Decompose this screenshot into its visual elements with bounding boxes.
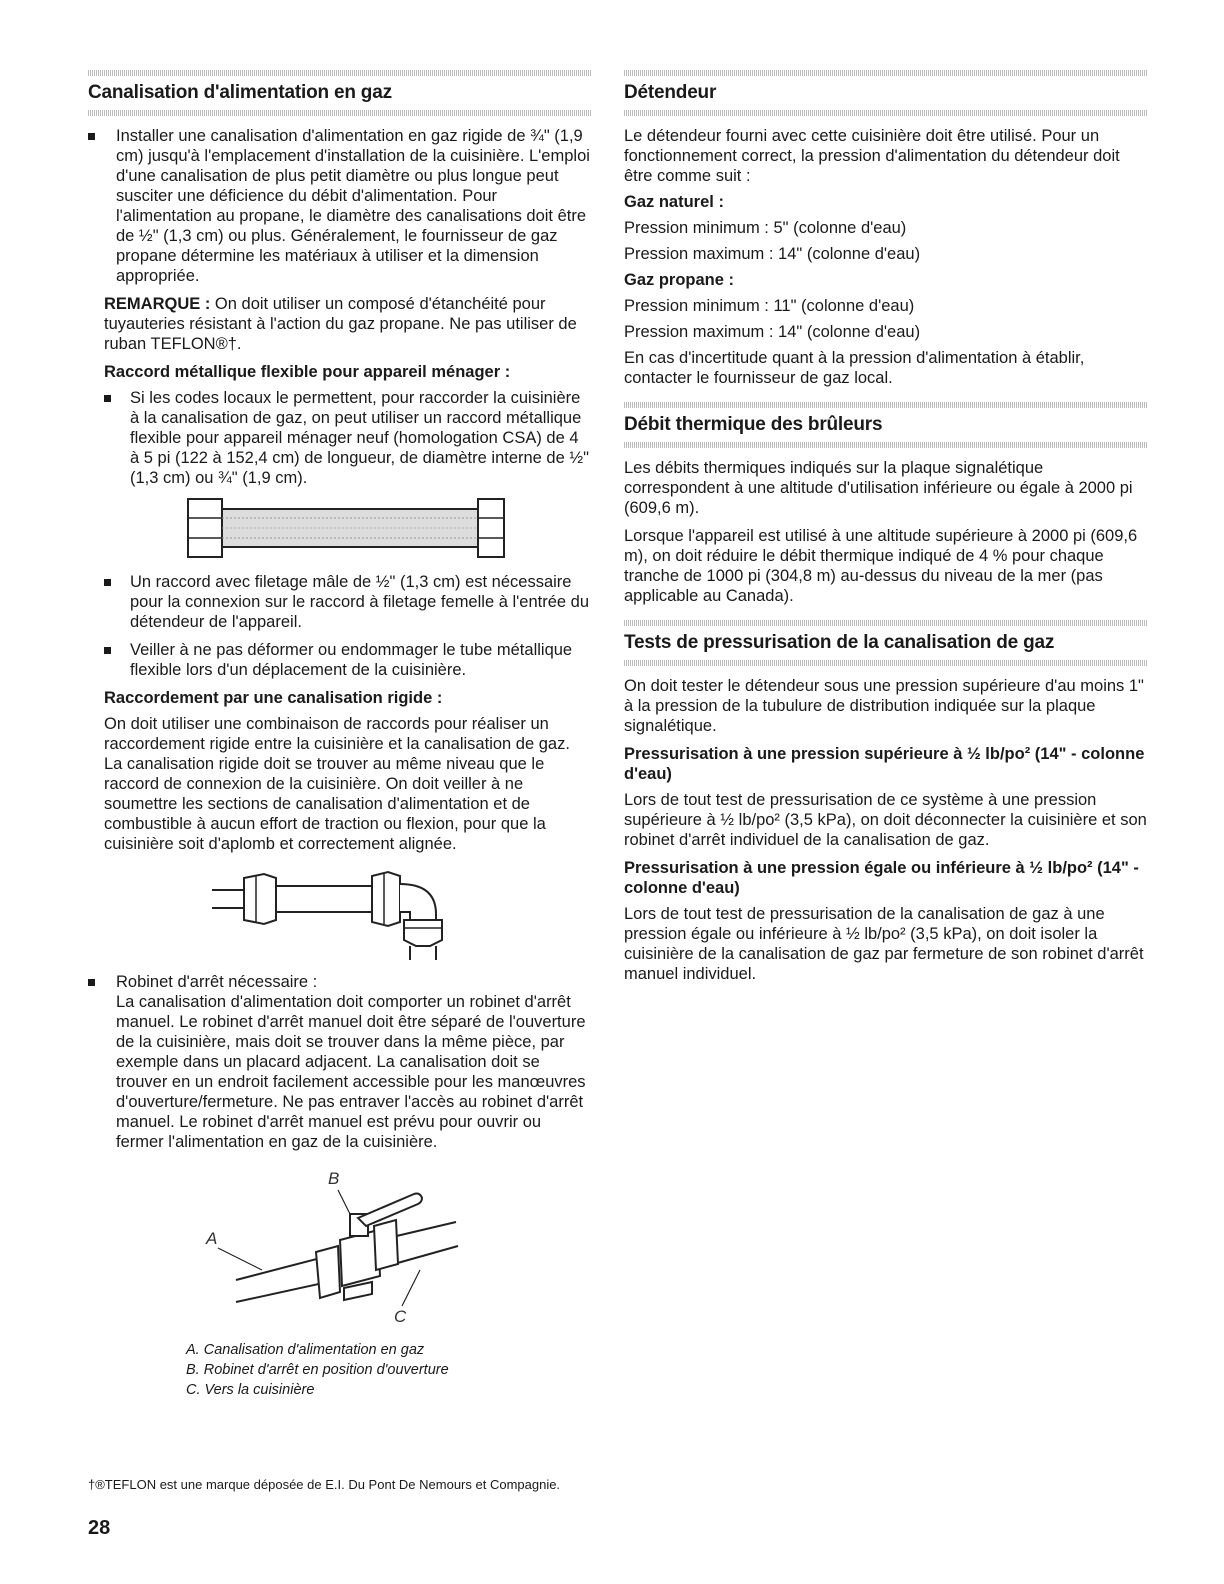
footnote: †®TEFLON est une marque déposée de E.I. Du Pont De Nemours et Compagnie. [88, 1477, 561, 1492]
regulator-content [624, 126, 1148, 388]
figure-label-a: A [206, 1229, 218, 1248]
bullet-icon [88, 133, 95, 140]
note-label: REMARQUE : [104, 295, 211, 313]
section-header-gas-line [88, 70, 592, 116]
pressure-value: Pression minimum : 5" (colonne d'eau) [624, 219, 907, 237]
note-paragraph [104, 294, 592, 354]
bullet-icon [88, 979, 95, 986]
flexible-connector-illustration [174, 496, 594, 562]
subheading: Gaz naturel : [624, 193, 724, 211]
list-item-text: La canalisation d'alimentation doit comporter un robinet d'arrêt manuel. Le robinet d'arrêt manuel doit être séparé de l'ouverture de la cuisinière, mais doit se trouver dans la même pièce, par exemple dans un placard adjacent. La canalisation doit se trouver en un endroit facilement accessible pour les manœuvres d'ouverture/fermeture. Ne pas entraver l'accès au robinet d'arrêt manuel. Le robinet d'arrêt manuel est prévu pour ouvrir ou fermer l'alimentation en gaz de la cuisinière. [116, 993, 586, 1151]
divider [624, 110, 1148, 116]
page-number: 28 [88, 1517, 111, 1539]
list-item [88, 972, 592, 1152]
caption-line: A. Canalisation d'alimentation en gaz [186, 1342, 425, 1358]
list-item-text: Installer une canalisation d'alimentation en gaz rigide de ¾" (1,9 cm) jusqu'à l'emplacement d'installation de la cuisinière. L'emploi d'une canalisation de plus petit diamètre ou plus longue peut susciter une déficience du débit d'alimentation. Pour l'alimentation au propane, le diamètre des canalisations doit être de ½" (1,3 cm) ou plus. Généralement, le fournisseur de gaz propane détermine les matériaux à utiliser et la dimension appropriée. [116, 127, 590, 285]
paragraph: On doit tester le détendeur sous une pression supérieure d'au moins 1" à la pression de la tubulure de distribution indiquée sur la plaque signalétique. [624, 677, 1144, 735]
paragraph: Lors de tout test de pressurisation de ce système à une pression supérieure à ½ lb/po² (3,5 kPa), on doit déconnecter la cuisinière et son robinet d'arrêt individuel de la canalisation de gaz. [624, 791, 1147, 849]
section-title: Canalisation d'alimentation en gaz [88, 82, 392, 103]
paragraph: Lorsque l'appareil est utilisé à une altitude supérieure à 2000 pi (609,6 m), on doit réduire le débit thermique indiqué de 4 % pour chaque tranche de 1000 pi (304,8 m) au-dessus du niveau de la mer (pas applicable au Canada). [624, 527, 1138, 605]
section-header-burner [624, 402, 1148, 448]
list-item-text: Un raccord avec filetage mâle de ½" (1,3 cm) est nécessaire pour la connexion sur le raccord à filetage femelle à l'entrée du détendeur de l'appareil. [130, 573, 590, 631]
note-text: On doit utiliser un composé d'étanchéité pour tuyauteries résistant à l'action du gaz propane. Ne pas utiliser de ruban TEFLON®†. [104, 295, 577, 353]
paragraph: Le détendeur fourni avec cette cuisinière doit être utilisé. Pour un fonctionnement correct, la pression d'alimentation du détendeur doit être comme suit : [624, 127, 1120, 185]
subheading: Pressurisation à une pression supérieure à ½ lb/po² (14" - colonne d'eau) [624, 745, 1145, 783]
paragraph: En cas d'incertitude quant à la pression d'alimentation à établir, contacter le fournisseur de gaz local. [624, 349, 1085, 387]
list-item-text: Veiller à ne pas déformer ou endommager le tube métallique flexible lors d'un déplacement de la cuisinière. [130, 641, 573, 679]
figure-label-c: C [394, 1307, 407, 1326]
divider [624, 442, 1148, 448]
divider [624, 402, 1148, 408]
bullet-icon [104, 647, 111, 654]
rigid-pipe-illustration [204, 862, 504, 962]
list-item [104, 388, 592, 488]
right-column [624, 70, 1148, 992]
subsection-flex [88, 294, 592, 962]
subheading: Raccordement par une canalisation rigide : [104, 689, 443, 707]
subheading: Raccord métallique flexible pour appareil ménager : [104, 363, 511, 381]
divider [624, 660, 1148, 666]
subheading: Gaz propane : [624, 271, 735, 289]
subheading: Pressurisation à une pression égale ou inférieure à ½ lb/po² (14" - colonne d'eau) [624, 859, 1139, 897]
pressure-value: Pression maximum : 14" (colonne d'eau) [624, 245, 921, 263]
divider [88, 70, 592, 76]
list-item [88, 126, 592, 286]
divider [624, 620, 1148, 626]
section-title: Détendeur [624, 82, 717, 103]
divider [88, 110, 592, 116]
paragraph: Les débits thermiques indiqués sur la plaque signalétique correspondent à une altitude d'utilisation inférieure ou égale à 2000 pi (609,6 m). [624, 459, 1133, 517]
list-item-text: Si les codes locaux le permettent, pour raccorder la cuisinière à la canalisation de gaz, on peut utiliser un raccord métallique flexible pour appareil ménager neuf (homologation CSA) de 4 à 5 pi (122 à 152,4 cm) de longueur, de diamètre interne de ½" (1,3 cm) ou ¾" (1,9 cm). [130, 389, 589, 487]
bullet-icon [104, 395, 111, 402]
section-title: Débit thermique des brûleurs [624, 414, 883, 435]
figure-label-b: B [328, 1169, 340, 1188]
pressure-value: Pression maximum : 14" (colonne d'eau) [624, 323, 921, 341]
figure-caption [88, 1340, 592, 1400]
shutoff-valve-illustration [188, 1160, 488, 1330]
list-item [104, 640, 592, 680]
list-item [104, 572, 592, 632]
caption-line: C. Vers la cuisinière [186, 1382, 315, 1398]
pressure-value: Pression minimum : 11" (colonne d'eau) [624, 297, 915, 315]
paragraph: On doit utiliser une combinaison de raccords pour réaliser un raccordement rigide entre la cuisinière et la canalisation de gaz. La canalisation rigide doit se trouver au même niveau que le raccord de connexion de la cuisinière. On doit veiller à ne soumettre les sections de canalisation d'alimentation et de combustible à aucun effort de traction ou flexion, pour que la cuisinière soit d'aplomb et correctement alignée. [104, 715, 570, 853]
list-item-text: Robinet d'arrêt nécessaire : [116, 973, 318, 991]
section-header-regulator [624, 70, 1148, 116]
paragraph: Lors de tout test de pressurisation de la canalisation de gaz à une pression égale ou inférieure à ½ lb/po² (3,5 kPa), on doit isoler la cuisinière de la canalisation de gaz par fermeture de son robinet d'arrêt manuel individuel. [624, 905, 1144, 983]
left-column [88, 70, 592, 1400]
bullet-icon [104, 579, 111, 586]
section-header-tests [624, 620, 1148, 666]
caption-line: B. Robinet d'arrêt en position d'ouverture [186, 1362, 449, 1378]
section-title: Tests de pressurisation de la canalisation de gaz [624, 632, 1055, 653]
divider [624, 70, 1148, 76]
